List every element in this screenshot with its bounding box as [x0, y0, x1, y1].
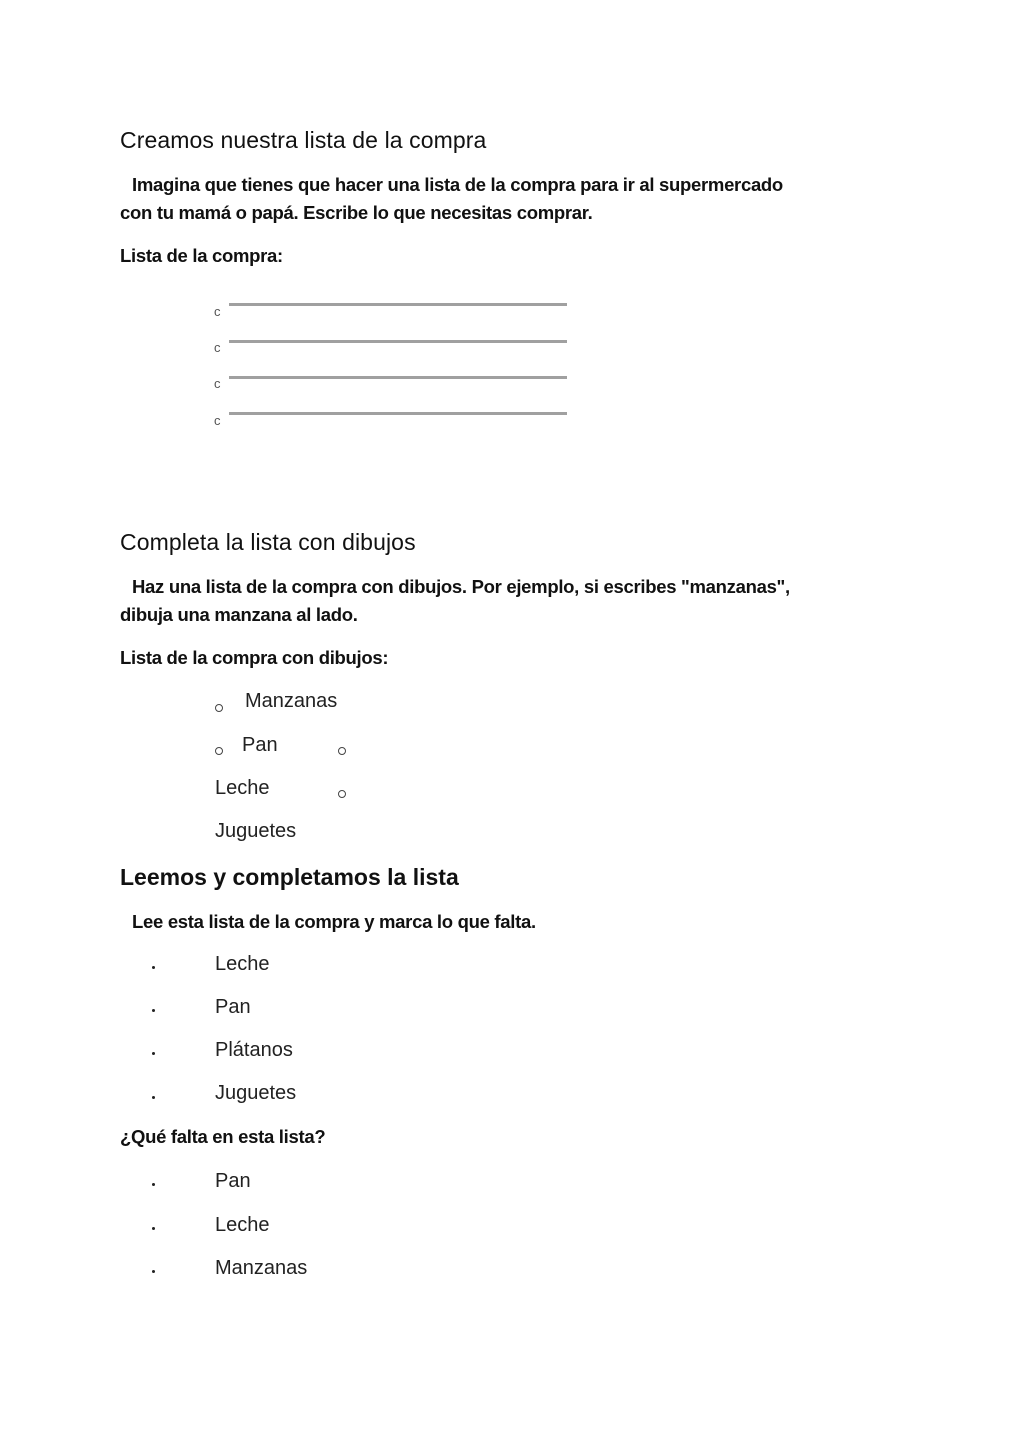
blank-write-line[interactable] — [229, 303, 567, 306]
list-item: Pan — [215, 996, 251, 1018]
circle-bullet-icon — [338, 790, 346, 798]
question-label: ¿Qué falta en esta lista? — [120, 1126, 326, 1147]
blank-marker: c — [214, 376, 221, 391]
circle-bullet-icon — [338, 747, 346, 755]
section1-title: Creamos nuestra lista de la compra — [120, 127, 487, 153]
blank-write-line[interactable] — [229, 376, 567, 379]
bullet-icon — [152, 1009, 155, 1012]
blank-marker: c — [214, 340, 221, 355]
answer-option[interactable]: Manzanas — [215, 1257, 308, 1279]
blank-write-line[interactable] — [229, 340, 567, 343]
circle-bullet-icon — [215, 704, 223, 712]
list-item: Leche — [215, 953, 270, 975]
section3-instruction: Lee esta lista de la compra y marca lo que falta. — [132, 911, 536, 932]
section3-title: Leemos y completamos la lista — [120, 864, 459, 890]
circle-bullet-icon — [215, 747, 223, 755]
bullet-icon — [152, 1270, 155, 1273]
list-item: Juguetes — [215, 820, 297, 842]
bullet-icon — [152, 1183, 155, 1186]
bullet-icon — [152, 1052, 155, 1055]
section2-instruction-line2: dibuja una manzana al lado. — [120, 604, 358, 625]
section2-title: Completa la lista con dibujos — [120, 529, 416, 555]
list-item: Plátanos — [215, 1039, 293, 1061]
bullet-icon — [152, 966, 155, 969]
blank-write-line[interactable] — [229, 412, 567, 415]
section2-list-label: Lista de la compra con dibujos: — [120, 647, 389, 668]
section1-instruction-line2: con tu mamá o papá. Escribe lo que necesitas comprar. — [120, 202, 593, 223]
list-item: Pan — [242, 734, 278, 756]
section1-instruction-line1: Imagina que tienes que hacer una lista de la compra para ir al supermercado — [132, 174, 783, 195]
list-item: Juguetes — [215, 1082, 297, 1104]
bullet-icon — [152, 1096, 155, 1099]
blank-marker: c — [214, 413, 221, 428]
list-item: Leche — [215, 777, 270, 799]
blank-marker: c — [214, 304, 221, 319]
list-item: Manzanas — [245, 690, 338, 712]
section2-instruction-line1: Haz una lista de la compra con dibujos. Por ejemplo, si escribes "manzanas", — [132, 576, 790, 597]
bullet-icon — [152, 1227, 155, 1230]
section1-list-label: Lista de la compra: — [120, 245, 283, 266]
answer-option[interactable]: Leche — [215, 1214, 270, 1236]
answer-option[interactable]: Pan — [215, 1170, 251, 1192]
